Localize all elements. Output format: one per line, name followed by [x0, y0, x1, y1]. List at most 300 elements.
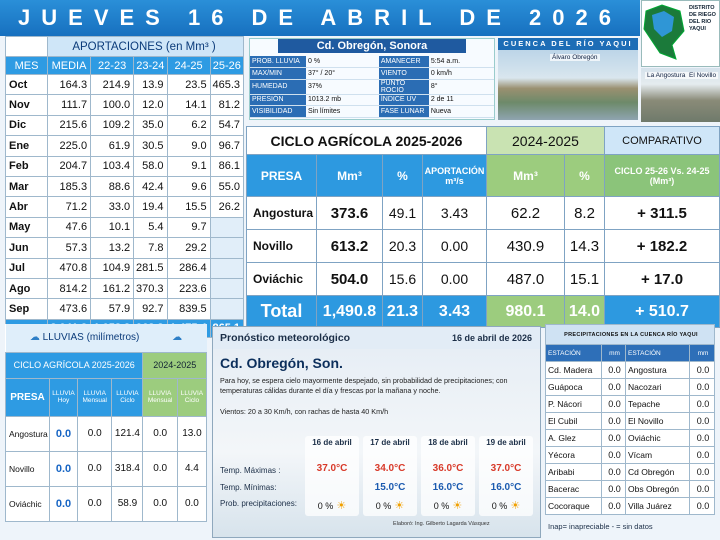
aport-row — [6, 95, 244, 115]
cuenca-title: CUENCA DEL RÍO YAQUI — [498, 38, 638, 50]
weather-row — [250, 79, 494, 94]
lluvias-cell: 0.0 — [78, 416, 112, 451]
lluvias-cell: 0.0 — [177, 486, 206, 521]
ciclo-h-pct: % — [383, 155, 423, 197]
aport-cell: 13.2 — [91, 238, 134, 258]
lluvias-row — [6, 416, 207, 451]
precip-row — [546, 430, 715, 447]
ciclo-row — [247, 263, 720, 296]
weather-label: HUMEDAD — [250, 79, 306, 94]
aport-cell: 10.1 — [91, 217, 134, 237]
aport-cell: 19.4 — [134, 197, 167, 217]
sun-icon: ☀ — [333, 500, 347, 512]
ciclo-pct: 15.6 — [383, 263, 423, 296]
aport-cell: 6.2 — [167, 115, 210, 135]
ciclo-mm: 613.2 — [317, 230, 383, 263]
weather-value: 1013.2 mb — [306, 94, 379, 106]
ciclo-mm2: 62.2 — [487, 197, 565, 230]
aport-cell: 30.5 — [134, 136, 167, 156]
precip-station: Yécora — [546, 447, 602, 464]
ciclo-agricola-table — [246, 126, 720, 328]
ciclo-h-pct2: % — [565, 155, 605, 197]
weather-value: 2 de 11 — [429, 94, 494, 106]
aport-cell: 88.6 — [91, 176, 134, 196]
lluvias-h: LLUVIA Mensual — [78, 378, 112, 416]
ciclo-total-cmp: + 510.7 — [605, 296, 720, 328]
precip-station: Tepache — [626, 396, 690, 413]
aport-cell — [210, 299, 243, 319]
ciclo-ap: 0.00 — [423, 263, 487, 296]
precip-station: P. Nácori — [546, 396, 602, 413]
aport-cell: 286.4 — [167, 258, 210, 278]
forecast-day — [421, 436, 475, 516]
aport-cell: Abr — [6, 197, 48, 217]
aport-cell: Ene — [6, 136, 48, 156]
ciclo-pct: 20.3 — [383, 230, 423, 263]
weather-label: PRESIÓN — [250, 94, 306, 106]
forecast-day — [363, 436, 417, 516]
aport-cell: 57.3 — [48, 238, 91, 258]
precip-station: El Novillo — [626, 413, 690, 430]
logo-text-2: DE RIEGO — [689, 12, 716, 18]
forecast-label-max: Temp. Máximas : — [220, 466, 281, 475]
precip-value: 0.0 — [690, 430, 715, 447]
precip-station: El Cubil — [546, 413, 602, 430]
weather-value: 37° / 20° — [306, 68, 379, 80]
ciclo-total-pct2: 14.0 — [565, 296, 605, 328]
aportaciones-title: APORTACIONES (en Mm³ ) — [48, 37, 244, 57]
precip-value: 0.0 — [690, 481, 715, 498]
aport-header: MEDIA — [48, 57, 91, 75]
forecast-panel — [212, 326, 541, 538]
aport-cell: 164.3 — [48, 75, 91, 95]
aport-row — [6, 217, 244, 237]
aport-cell: 215.6 — [48, 115, 91, 135]
lluvias-cycle-title: CICLO AGRÍCOLA 2025-2026 — [6, 352, 143, 378]
aport-cell: 473.6 — [48, 299, 91, 319]
forecast-label-min: Temp. Mínimas: — [220, 483, 277, 492]
precip-value: 0.0 — [602, 413, 626, 430]
aport-header: 25-26 — [210, 57, 243, 75]
aport-cell: 35.0 — [134, 115, 167, 135]
ciclo-pct2: 8.2 — [565, 197, 605, 230]
precip-value: 0.0 — [602, 498, 626, 515]
weather-row — [250, 106, 494, 118]
precip-value: 0.0 — [602, 379, 626, 396]
forecast-max: 37.0°C — [490, 463, 522, 474]
lluvias-row — [6, 486, 207, 521]
forecast-header — [213, 327, 540, 349]
weather-label: VISIBILIDAD — [250, 106, 306, 118]
ciclo-ap: 0.00 — [423, 230, 487, 263]
precip-footnote: Inap= inapreciable - = sin datos — [548, 522, 653, 531]
weather-label: MAX/MIN — [250, 68, 306, 80]
weather-value: 5:54 a.m. — [429, 56, 494, 68]
precip-value: 0.0 — [602, 396, 626, 413]
aport-cell: 9.6 — [167, 176, 210, 196]
aport-cell: Jun — [6, 238, 48, 258]
aport-row — [6, 238, 244, 258]
dam-photo — [498, 50, 638, 120]
weather-value: 8° — [429, 79, 494, 94]
aport-cell: Nov — [6, 95, 48, 115]
aport-cell: Sep — [6, 299, 48, 319]
forecast-max: 34.0°C — [374, 463, 406, 474]
lluvias-cell: 318.4 — [112, 451, 143, 486]
weather-label: PROB. LLUVIA — [250, 56, 306, 68]
district-logo — [641, 0, 720, 67]
map-logo-icon — [642, 1, 688, 63]
aport-row — [6, 278, 244, 298]
ciclo-prev-title: 2024-2025 — [487, 127, 605, 155]
lluvias-cell: Angostura — [6, 416, 50, 451]
logo-text-4: YAQUI — [689, 26, 706, 32]
aport-cell: 100.0 — [91, 95, 134, 115]
lluvias-cell: 0.0 — [50, 486, 78, 521]
aport-cell: 33.0 — [91, 197, 134, 217]
lluvias-cell: Oviáchic — [6, 486, 50, 521]
aport-cell: 14.1 — [167, 95, 210, 115]
precip-title: PRECIPITACIONES EN LA CUENCA RÍO YAQUI — [546, 325, 715, 345]
ciclo-mm: 373.6 — [317, 197, 383, 230]
forecast-city: Cd. Obregón, Son. — [220, 355, 343, 371]
forecast-day-label: 19 de abril — [486, 438, 526, 447]
aport-cell: Ago — [6, 278, 48, 298]
precip-row — [546, 379, 715, 396]
forecast-min: 16.0°C — [490, 482, 522, 493]
precip-h: mm — [602, 345, 626, 362]
aport-cell: 111.7 — [48, 95, 91, 115]
forecast-prob — [363, 499, 417, 512]
precip-station: Cd. Madera — [546, 362, 602, 379]
ciclo-total-ap: 3.43 — [423, 296, 487, 328]
lluvias-cell: 13.0 — [177, 416, 206, 451]
precip-station: Oviáchic — [626, 430, 690, 447]
lluvias-cell: 0.0 — [50, 416, 78, 451]
precip-h: ESTACIÓN — [626, 345, 690, 362]
precip-station: Aribabi — [546, 464, 602, 481]
precip-value: 0.0 — [602, 430, 626, 447]
aport-cell: 225.0 — [48, 136, 91, 156]
aport-cell: May — [6, 217, 48, 237]
aport-cell: Dic — [6, 115, 48, 135]
lluvias-cell: 0.0 — [50, 451, 78, 486]
aport-row — [6, 176, 244, 196]
precip-station: Bacerac — [546, 481, 602, 498]
sun-icon: ☀ — [449, 500, 463, 512]
forecast-prob-value: 0 % — [491, 501, 508, 511]
precip-value: 0.0 — [690, 413, 715, 430]
aport-cell: 204.7 — [48, 156, 91, 176]
aport-cell: 57.9 — [91, 299, 134, 319]
forecast-min: 16.0°C — [432, 482, 464, 493]
aport-cell: 5.4 — [134, 217, 167, 237]
forecast-day-label: 17 de abril — [370, 438, 410, 447]
aport-cell: 81.2 — [210, 95, 243, 115]
aport-cell: 71.2 — [48, 197, 91, 217]
aport-cell: 370.3 — [134, 278, 167, 298]
forecast-prob — [479, 499, 533, 512]
current-weather-panel — [249, 38, 495, 120]
rain-cloud-icon: ☁ — [172, 332, 183, 344]
precip-row — [546, 396, 715, 413]
aport-cell: 54.7 — [210, 115, 243, 135]
forecast-max: 37.0°C — [316, 463, 348, 474]
aport-blank-cell — [6, 37, 48, 57]
precip-h: mm — [690, 345, 715, 362]
aport-header: MES — [6, 57, 48, 75]
lluvias-prev-title: 2024-2025 — [143, 352, 207, 378]
rain-cloud-icon: ☁ — [29, 332, 40, 344]
ciclo-pct2: 14.3 — [565, 230, 605, 263]
lluvias-title: LLUVIAS (milímetros) — [42, 332, 140, 344]
forecast-day-label: 16 de abril — [312, 438, 352, 447]
ciclo-pct2: 15.1 — [565, 263, 605, 296]
aport-cell: 104.9 — [91, 258, 134, 278]
sun-icon: ☀ — [507, 500, 521, 512]
ciclo-mm: 504.0 — [317, 263, 383, 296]
weather-label: ÍNDICE UV — [379, 94, 429, 106]
aport-header: 23-24 — [134, 57, 167, 75]
lluvias-cell: Novillo — [6, 451, 50, 486]
precip-row — [546, 481, 715, 498]
lluvias-h: PRESA — [6, 378, 50, 416]
aport-cell: 26.2 — [210, 197, 243, 217]
aport-cell: 281.5 — [134, 258, 167, 278]
aport-cell: 47.6 — [48, 217, 91, 237]
ciclo-h-cmp: CICLO 25-26 Vs. 24-25 (Mm³) — [605, 155, 720, 197]
lluvias-h: LLUVIA Ciclo — [112, 378, 143, 416]
precip-station: Cd Obregón — [626, 464, 690, 481]
lluvias-h: LLUVIA Mensual — [143, 378, 177, 416]
forecast-prob-value: 0 % — [317, 501, 334, 511]
lluvias-cell: 121.4 — [112, 416, 143, 451]
forecast-body — [213, 349, 540, 537]
ciclo-cmp: + 17.0 — [605, 263, 720, 296]
weather-table — [250, 56, 494, 118]
precip-h: ESTACIÓN — [546, 345, 602, 362]
weather-label: FASE LUNAR — [379, 106, 429, 118]
ciclo-row — [247, 230, 720, 263]
aport-cell: Feb — [6, 156, 48, 176]
ciclo-ap: 3.43 — [423, 197, 487, 230]
forecast-prob-value: 0 % — [375, 501, 392, 511]
ciclo-presa: Novillo — [247, 230, 317, 263]
weather-row — [250, 94, 494, 106]
forecast-prob — [421, 499, 475, 512]
forecast-wind: Vientos: 20 a 30 Km/h, con rachas de hasta 40 Km/h — [220, 407, 389, 416]
forecast-prob — [305, 499, 359, 512]
precip-value: 0.0 — [690, 396, 715, 413]
ciclo-cmp: + 311.5 — [605, 197, 720, 230]
ciclo-cmp: + 182.2 — [605, 230, 720, 263]
precip-value: 0.0 — [602, 362, 626, 379]
lluvias-row — [6, 451, 207, 486]
aport-cell: 9.7 — [167, 217, 210, 237]
sun-icon: ☀ — [391, 500, 405, 512]
aport-cell: 92.7 — [134, 299, 167, 319]
aport-cell — [210, 217, 243, 237]
aport-row — [6, 299, 244, 319]
aport-cell: 161.2 — [91, 278, 134, 298]
ciclo-row — [247, 197, 720, 230]
aport-row — [6, 156, 244, 176]
aport-header: 22-23 — [91, 57, 134, 75]
precip-value: 0.0 — [602, 464, 626, 481]
aport-cell: 58.0 — [134, 156, 167, 176]
precip-value: 0.0 — [690, 362, 715, 379]
ciclo-presa: Oviáchic — [247, 263, 317, 296]
weather-value: Sin límites — [306, 106, 379, 118]
forecast-label-prob: Prob. precipitaciones: — [220, 499, 297, 508]
precip-row — [546, 447, 715, 464]
lluvias-h: LLUVIA Ciclo — [177, 378, 206, 416]
precip-row — [546, 362, 715, 379]
forecast-day-label: 18 de abril — [428, 438, 468, 447]
lluvias-caption — [6, 324, 207, 352]
ciclo-h-presa: PRESA — [247, 155, 317, 197]
precip-station: Obs Obregón — [626, 481, 690, 498]
lluvias-cell: 0.0 — [143, 416, 177, 451]
photo-label-novillo: El Novillo — [689, 72, 717, 79]
ciclo-total-label: Total — [247, 296, 317, 328]
precip-station: Guápoca — [546, 379, 602, 396]
aport-cell: 109.2 — [91, 115, 134, 135]
precip-value: 0.0 — [602, 447, 626, 464]
forecast-max: 36.0°C — [432, 463, 464, 474]
ciclo-h-mm: Mm³ — [317, 155, 383, 197]
forecast-min: 15.0°C — [374, 482, 406, 493]
ciclo-total-pct: 21.3 — [383, 296, 423, 328]
forecast-day — [305, 436, 359, 516]
aport-cell: 42.4 — [134, 176, 167, 196]
weather-value: 37% — [306, 79, 379, 94]
weather-row — [250, 56, 494, 68]
weather-label: PUNTO ROCIO — [379, 79, 429, 94]
aport-cell: 214.9 — [91, 75, 134, 95]
precip-station: Angostura — [626, 362, 690, 379]
aport-cell: 9.0 — [167, 136, 210, 156]
aport-cell: 185.3 — [48, 176, 91, 196]
precip-value: 0.0 — [602, 481, 626, 498]
forecast-author: Elaboró: Ing. Gilberto Lagarda Vásquez — [393, 521, 490, 527]
ciclo-presa: Angostura — [247, 197, 317, 230]
lluvias-cell: 0.0 — [78, 486, 112, 521]
forecast-prob-value: 0 % — [433, 501, 450, 511]
aport-cell: 839.5 — [167, 299, 210, 319]
lluvias-cell: 0.0 — [78, 451, 112, 486]
weather-value: 0 % — [306, 56, 379, 68]
precipitaciones-table — [545, 324, 715, 515]
aport-cell — [210, 278, 243, 298]
aport-cell: 13.9 — [134, 75, 167, 95]
lluvias-cell: 0.0 — [143, 486, 177, 521]
aport-cell: 103.4 — [91, 156, 134, 176]
aport-row — [6, 197, 244, 217]
aport-cell: 7.8 — [134, 238, 167, 258]
ciclo-h-mm2: Mm³ — [487, 155, 565, 197]
precip-value: 0.0 — [690, 379, 715, 396]
dam-photo-2 — [641, 68, 720, 122]
aport-header: 24-25 — [167, 57, 210, 75]
ciclo-total-mm2: 980.1 — [487, 296, 565, 328]
photo-label-angostura: La Angostura — [647, 72, 686, 79]
weather-city: Cd. Obregón, Sonora — [278, 39, 466, 53]
lluvias-cell: 0.0 — [143, 451, 177, 486]
aport-cell: 96.7 — [210, 136, 243, 156]
precip-value: 0.0 — [690, 498, 715, 515]
precip-station: Nacozari — [626, 379, 690, 396]
lluvias-cell: 4.4 — [177, 451, 206, 486]
precip-station: Villa Juárez — [626, 498, 690, 515]
date-banner: JUEVES 16 DE ABRIL DE 2026 — [0, 0, 640, 36]
logo-text-3: DEL RIO — [689, 19, 712, 25]
aport-cell: 61.9 — [91, 136, 134, 156]
ciclo-mm2: 430.9 — [487, 230, 565, 263]
precip-station: Vícam — [626, 447, 690, 464]
aport-cell — [210, 238, 243, 258]
photo-label-obregon: Álvaro Obregón — [552, 54, 598, 61]
aport-cell: 9.1 — [167, 156, 210, 176]
aport-cell: 15.5 — [167, 197, 210, 217]
aport-cell: 814.2 — [48, 278, 91, 298]
aport-cell: 29.2 — [167, 238, 210, 258]
aport-row — [6, 258, 244, 278]
precip-row — [546, 464, 715, 481]
ciclo-title: CICLO AGRÍCOLA 2025-2026 — [247, 127, 487, 155]
ciclo-pct: 49.1 — [383, 197, 423, 230]
precip-row — [546, 498, 715, 515]
aport-cell: Oct — [6, 75, 48, 95]
logo-text-1: DISTRITO — [689, 5, 715, 11]
precip-station: Cocoraque — [546, 498, 602, 515]
ciclo-h-ap: APORTACIÓN m³/s — [423, 155, 487, 197]
weather-row — [250, 68, 494, 80]
aport-cell — [210, 258, 243, 278]
lluvias-cell: 58.9 — [112, 486, 143, 521]
precip-value: 0.0 — [690, 464, 715, 481]
precip-row — [546, 413, 715, 430]
weather-value: Nueva — [429, 106, 494, 118]
forecast-description: Para hoy, se espera cielo mayormente despejado, sin probabilidad de precipitaciones; con temperaturas cálidas durante el día y frescas por la mañana y noche. — [220, 376, 508, 395]
weather-label: VIENTO — [379, 68, 429, 80]
forecast-date: 16 de abril de 2026 — [451, 333, 532, 343]
aport-cell: Mar — [6, 176, 48, 196]
weather-label: AMANECER — [379, 56, 429, 68]
precip-station: A. Glez — [546, 430, 602, 447]
aport-row — [6, 75, 244, 95]
aport-cell: 12.0 — [134, 95, 167, 115]
lluvias-table — [5, 324, 207, 522]
aport-cell: 465.3 — [210, 75, 243, 95]
aport-cell: Jul — [6, 258, 48, 278]
aportaciones-table — [5, 36, 244, 338]
weather-value: 0 km/h — [429, 68, 494, 80]
aport-cell: 470.8 — [48, 258, 91, 278]
precip-value: 0.0 — [690, 447, 715, 464]
aport-cell: 55.0 — [210, 176, 243, 196]
aport-row — [6, 115, 244, 135]
aport-cell: 223.6 — [167, 278, 210, 298]
ciclo-comp-title: COMPARATIVO — [605, 127, 720, 155]
aport-row — [6, 136, 244, 156]
forecast-day — [479, 436, 533, 516]
aport-cell: 23.5 — [167, 75, 210, 95]
lluvias-h: LLUVIA Hoy — [50, 378, 78, 416]
forecast-title: Pronóstico meteorológico — [220, 332, 351, 344]
ciclo-mm2: 487.0 — [487, 263, 565, 296]
aport-cell: 86.1 — [210, 156, 243, 176]
